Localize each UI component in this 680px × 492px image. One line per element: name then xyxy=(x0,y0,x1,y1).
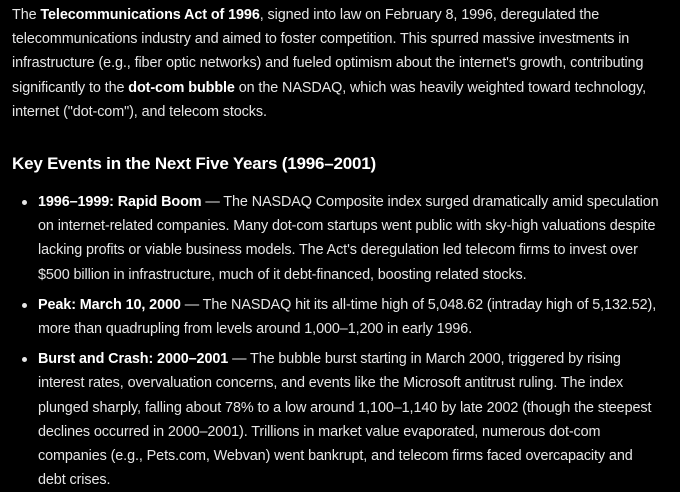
bullet-icon xyxy=(22,357,27,362)
list-item xyxy=(12,347,662,492)
event-title: Burst and Crash: 2000–2001 xyxy=(38,351,229,368)
bullet-icon xyxy=(22,200,27,205)
event-text: — The bubble burst starting in March 2000, triggered by rising interest rates, overvaluation concerns, and events like the Microsoft antitrust ruling. The index plunged sharply, falling about 78% to a low around 1,100–1,140 by late 2002 (though the steepest declines occurred in 2000–2001). Trillions in market value evaporated, numerous dot-com companies (e.g., Pets.com, Webvan) went bankrupt, and telecom firms faced overcapacity and debt crises. xyxy=(38,351,652,489)
list-item xyxy=(12,293,662,341)
intro-act-name: Telecommunications Act of 1996 xyxy=(40,7,260,23)
intro-text-1: , signed into law on February 8, 1996, deregulated the telecommunications industry and aimed to foster competition. This spurred massive investments in infrastructure (e.g., fiber optic networks) and fueled optimism about the internet's growth, contributing significantly to the xyxy=(12,7,644,96)
event-title: 1996–1999: Rapid Boom xyxy=(38,194,202,211)
event-title: Peak: March 10, 2000 xyxy=(38,296,181,313)
section-heading: Key Events in the Next Five Years (1996–2001) xyxy=(12,154,376,174)
event-text: — The NASDAQ Composite index surged dramatically amid speculation on internet-related companies. Many dot-com startups went public with sky-high valuations despite lacking profits or viable business models. The Act's deregulation led telecom firms to invest over $500 billion in infrastructure, much of it debt-financed, boosting related stocks. xyxy=(38,194,659,283)
intro-text-2: on the NASDAQ, which was heavily weighted toward technology, internet ("dot-com"), and telecom stocks. xyxy=(12,79,647,120)
events-list xyxy=(12,190,662,492)
event-text: — The NASDAQ hit its all-time high of 5,048.62 (intraday high of 5,132.52), more than quadrupling from levels around 1,000–1,200 in early 1996. xyxy=(38,296,657,338)
intro-lead: The xyxy=(12,7,41,23)
list-item xyxy=(12,190,662,287)
intro-bubble-term: dot-com bubble xyxy=(128,79,235,96)
intro-paragraph xyxy=(12,3,662,124)
bullet-icon xyxy=(22,303,27,308)
